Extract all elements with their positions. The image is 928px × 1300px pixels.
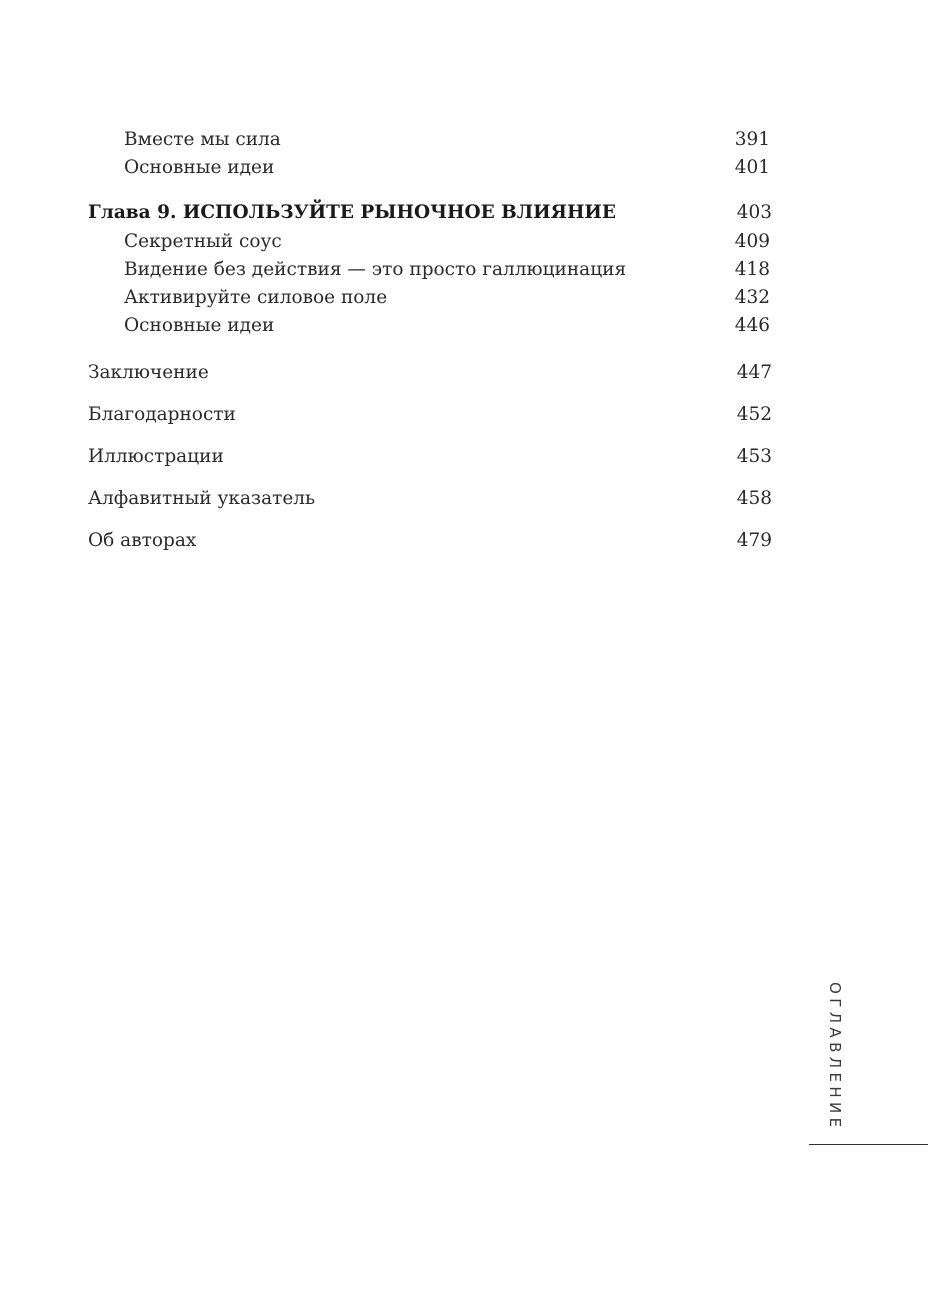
toc-back-matter-entry: [88, 520, 772, 562]
chapter-title: Глава 9. ИСПОЛЬЗУЙТЕ РЫНОЧНОЕ ВЛИЯНИЕ: [88, 202, 617, 223]
side-tab-rule: [809, 1144, 928, 1145]
toc-back-matter-entry: [88, 478, 772, 520]
toc-entry-page: 458: [736, 488, 772, 509]
toc-entry: [88, 126, 772, 154]
toc-entry-page: 452: [736, 404, 772, 425]
toc-entry-page: 418: [734, 259, 770, 280]
chapter-page: 403: [736, 202, 772, 223]
toc-entry-page: 409: [734, 231, 770, 252]
toc-entry-page: 391: [734, 129, 770, 150]
toc-entry-page: 432: [734, 287, 770, 308]
toc-entry-title: Заключение: [88, 362, 209, 383]
section-side-tab-label: ОГЛАВЛЕНИЕ: [826, 982, 844, 1132]
toc-entry: [88, 228, 772, 256]
toc-back-matter-entry: [88, 394, 772, 436]
toc-entry: [88, 312, 772, 340]
toc-entry-title: Иллюстрации: [88, 446, 224, 467]
toc-entry: [88, 256, 772, 284]
toc-entry-page: 453: [736, 446, 772, 467]
toc-entry: [88, 154, 772, 182]
toc-entry-title: Основные идеи: [124, 315, 275, 336]
toc-entry-title: Вместе мы сила: [124, 129, 281, 150]
toc-entry: [88, 284, 772, 312]
toc-chapter-heading: [88, 198, 772, 228]
table-of-contents: [88, 126, 772, 562]
toc-back-matter-entry: [88, 436, 772, 478]
toc-entry-page: 479: [736, 530, 772, 551]
toc-entry-title: Об авторах: [88, 530, 197, 551]
toc-entry-title: Активируйте силовое поле: [124, 287, 388, 308]
toc-entry-title: Алфавитный указатель: [88, 488, 316, 509]
toc-entry-title: Секретный соус: [124, 231, 282, 252]
toc-entry-title: Видение без действия — это просто галлюцинация: [124, 259, 627, 280]
toc-entry-page: 401: [734, 157, 770, 178]
toc-entry-title: Благодарности: [88, 404, 236, 425]
toc-entry-title: Основные идеи: [124, 157, 275, 178]
toc-entry-page: 446: [734, 315, 770, 336]
toc-entry-page: 447: [736, 362, 772, 383]
toc-back-matter-entry: [88, 352, 772, 394]
